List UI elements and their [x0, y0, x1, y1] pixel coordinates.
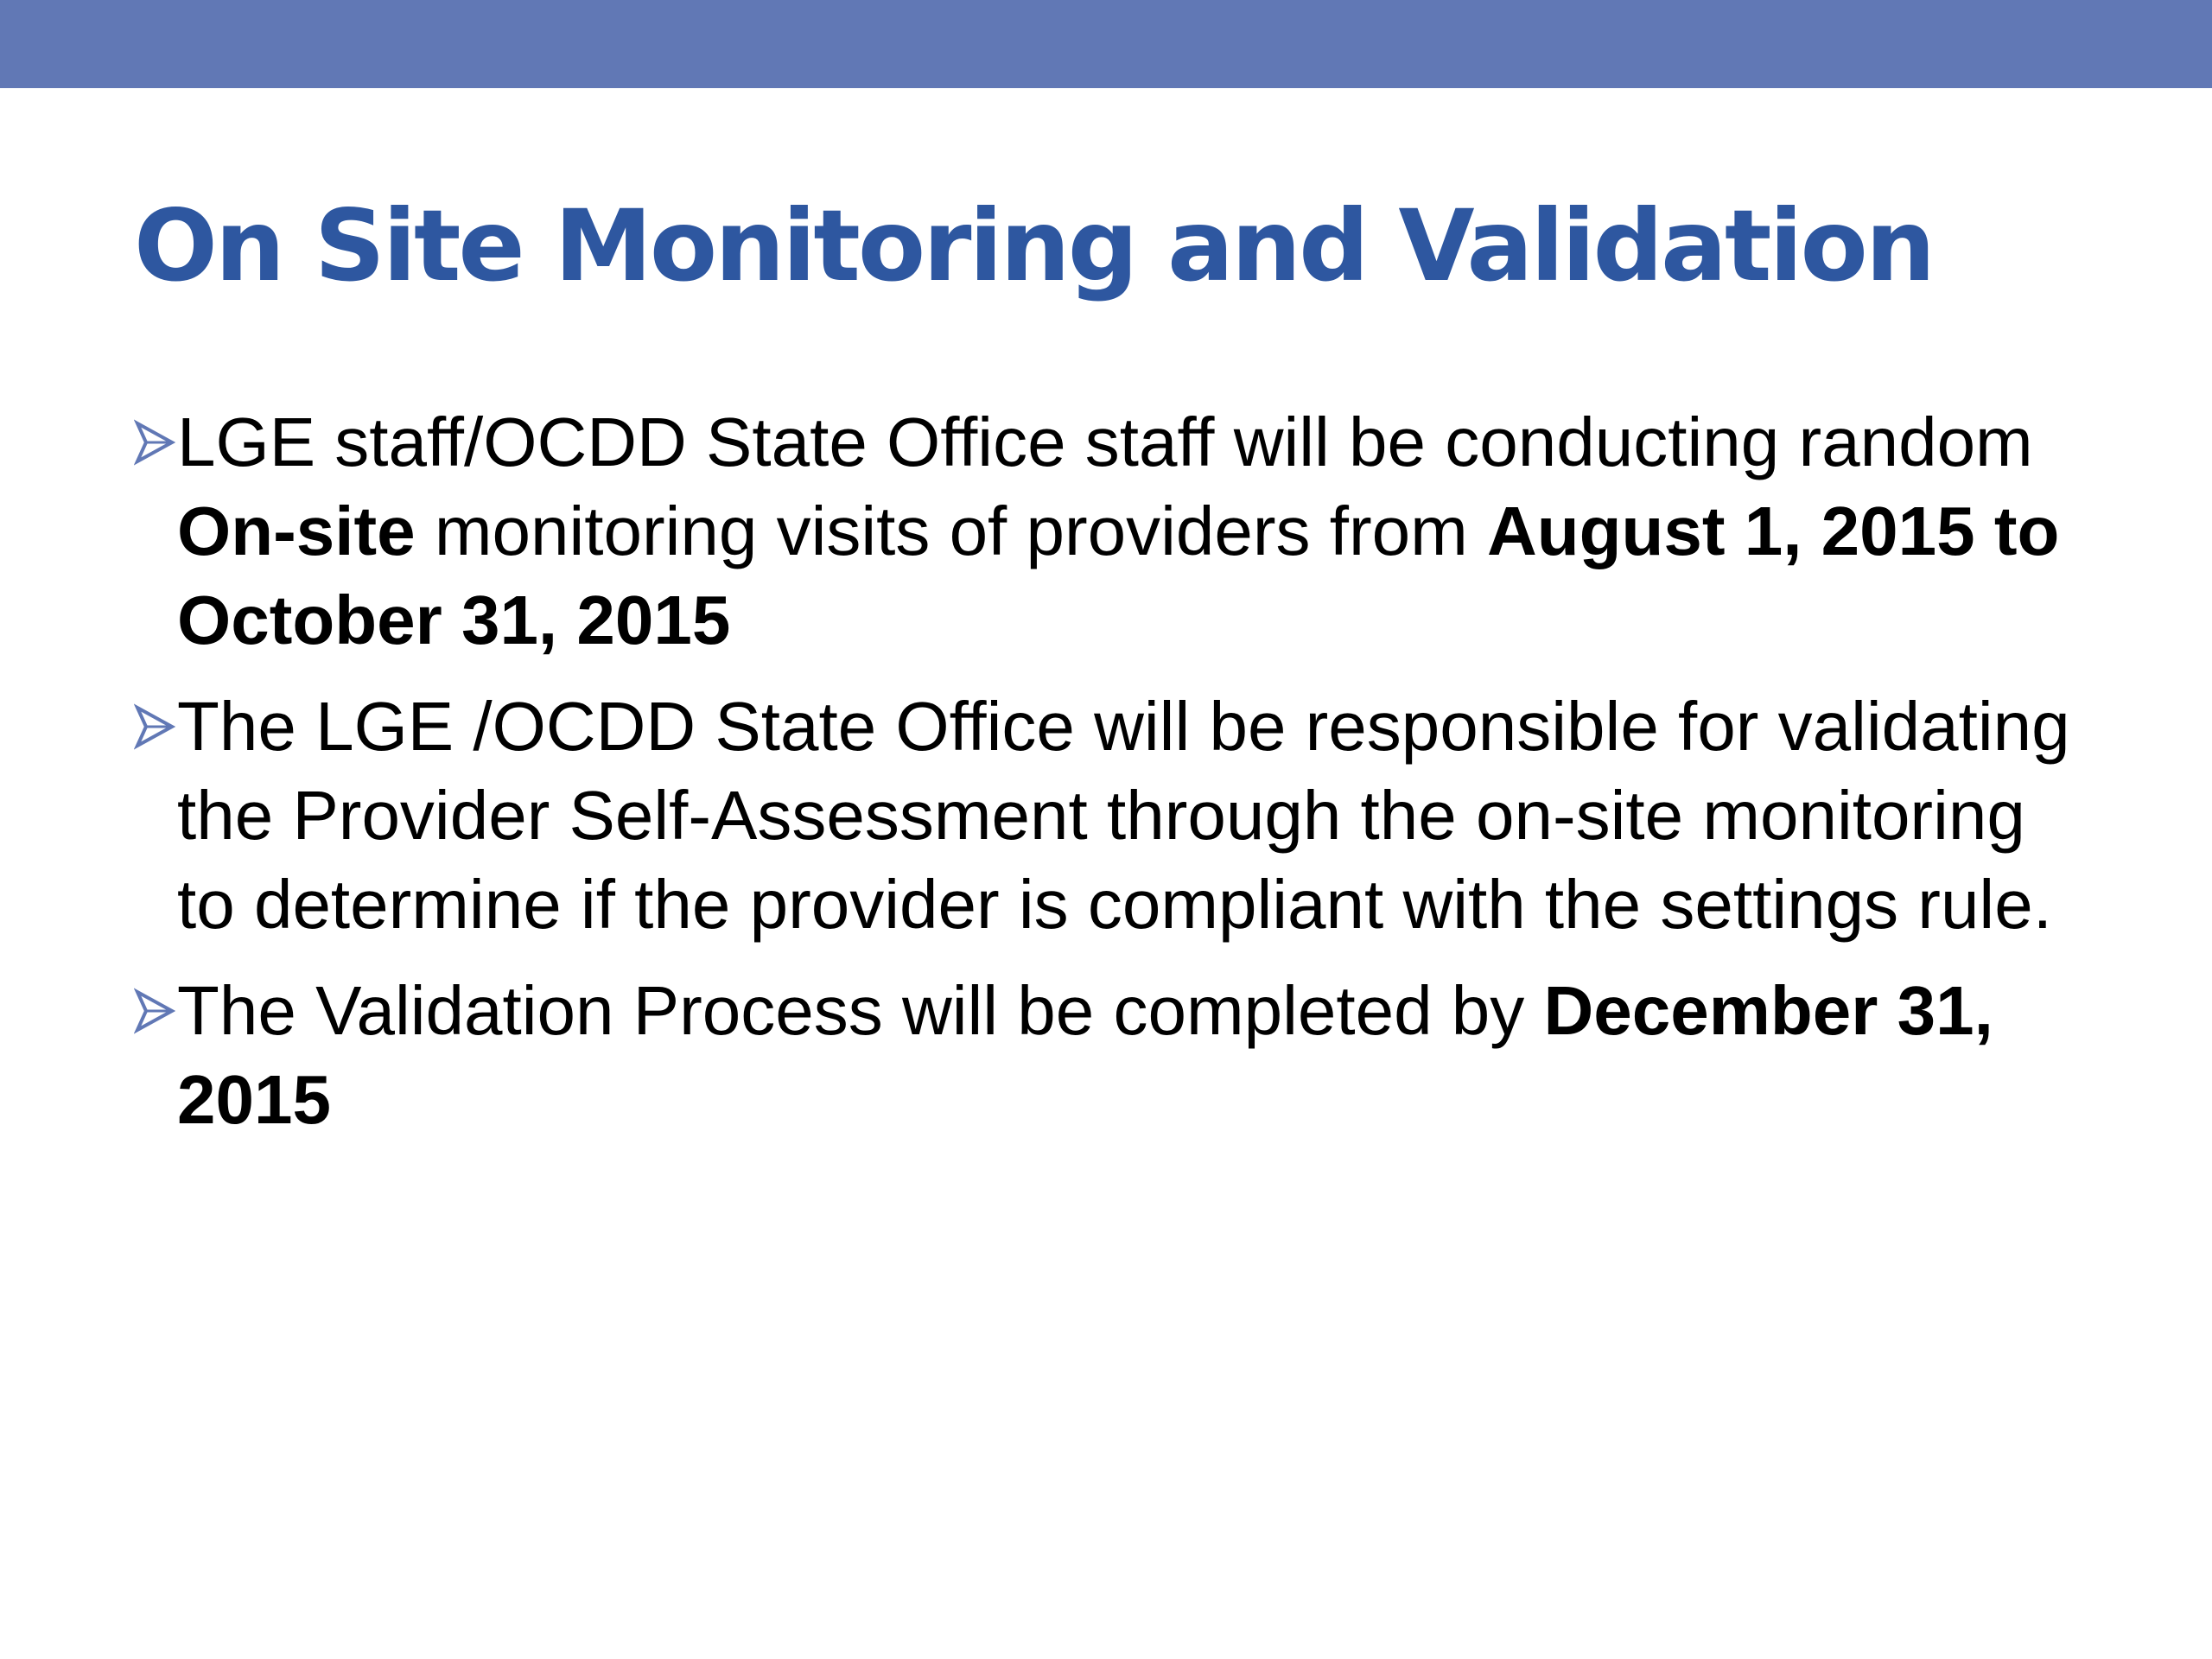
arrowhead-bullet-icon	[134, 416, 177, 468]
bullet-bold-text: December 31, 2015	[177, 972, 1993, 1138]
bullet-text: monitoring visits of providers from	[415, 493, 1487, 569]
bullet-list	[134, 397, 2078, 1161]
arrowhead-bullet-icon	[134, 985, 177, 1037]
bullet-bold-text: On-site	[177, 493, 416, 569]
bullet-item	[134, 682, 2078, 949]
bullet-item	[134, 397, 2078, 664]
bullet-text: The LGE /OCDD State Office will be responsible for validating the Provider Self-Assessment through the on-site monitoring to determine if the provider is compliant with the settings rule.	[177, 688, 2070, 943]
slide-title: On Site Monitoring and Validation	[134, 188, 1934, 303]
bullet-item	[134, 966, 2078, 1144]
arrowhead-bullet-icon	[134, 701, 177, 753]
bullet-bold-text: August 1, 2015 to October 31, 2015	[177, 493, 2060, 658]
top-banner-bar	[0, 0, 2212, 88]
bullet-text: The Validation Process will be completed by	[177, 972, 1544, 1049]
bullet-text: LGE staff/OCDD State Office staff will be conducting random	[177, 404, 2033, 480]
